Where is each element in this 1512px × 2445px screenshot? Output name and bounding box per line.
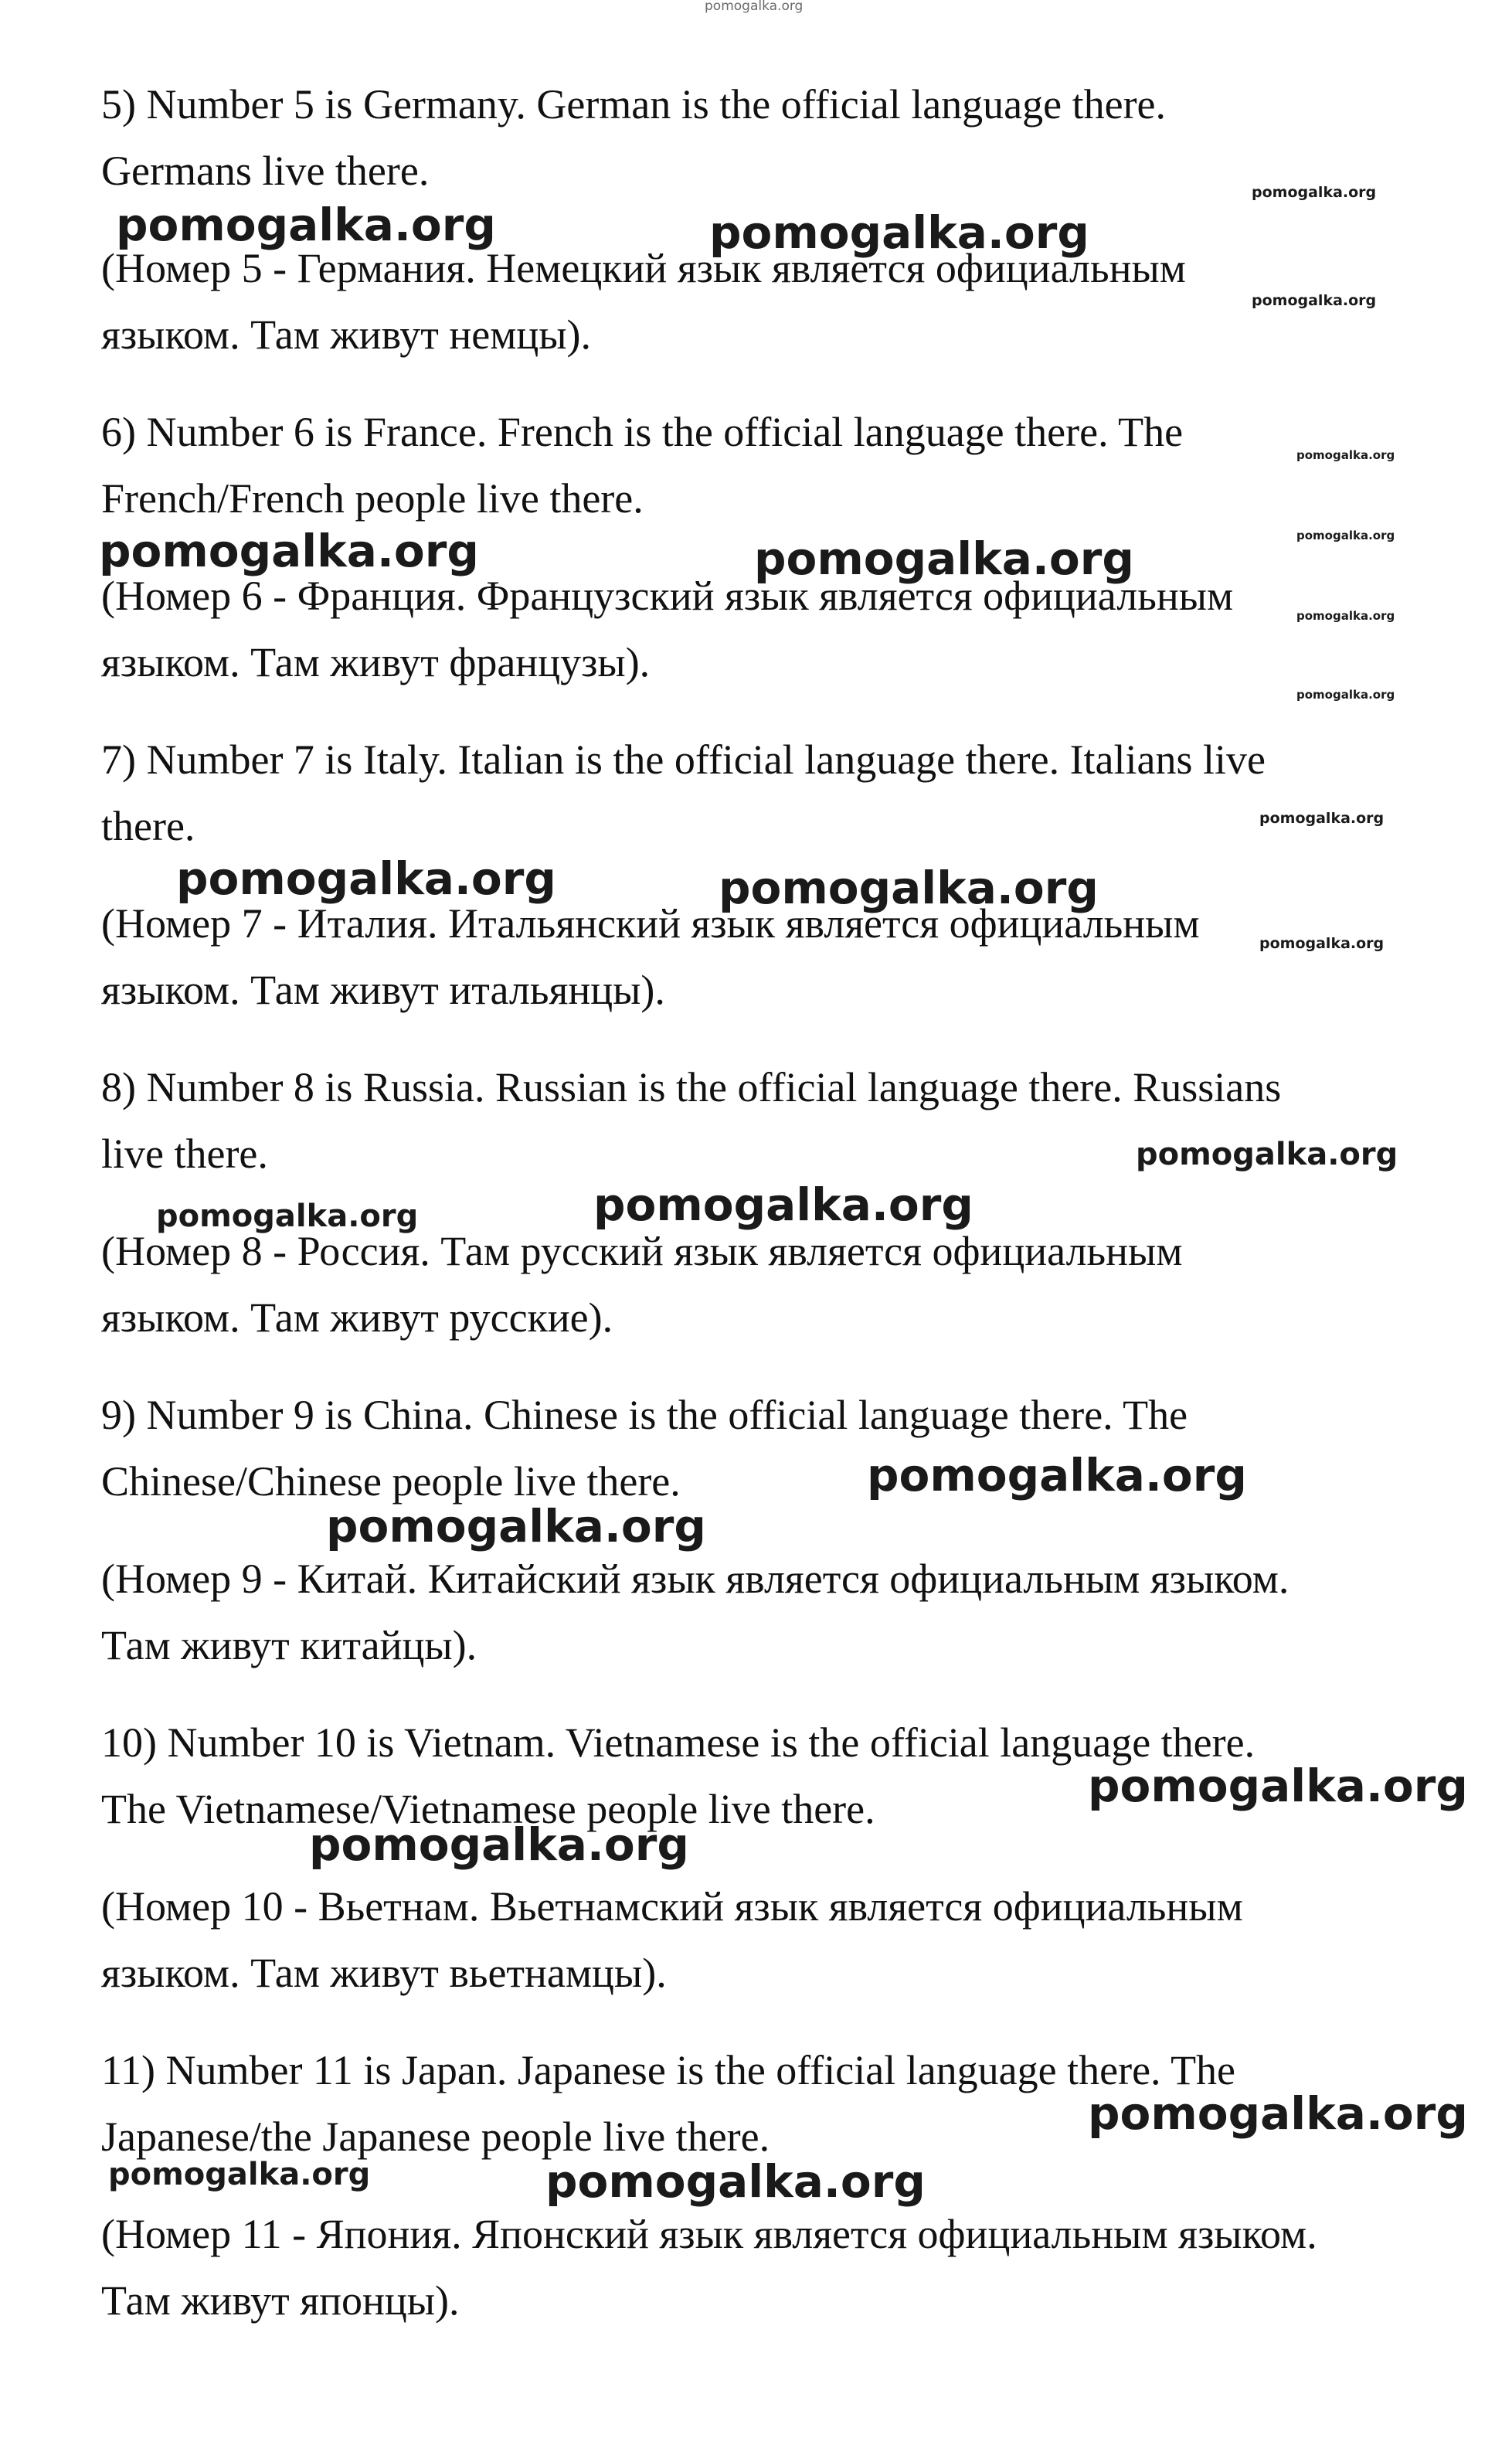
item-7-en-line-1: 7) Number 7 is Italy. Italian is the official language there. Italians live — [101, 736, 1266, 783]
watermark: pomogalka.org — [156, 1199, 419, 1234]
item-7-en-line-2: there. — [101, 803, 195, 849]
item-5-ru-line-1: (Номер 5 - Германия. Немецкий язык является официальным — [101, 245, 1186, 291]
watermark: pomogalka.org — [176, 852, 556, 905]
item-9-en-line-1: 9) Number 9 is China. Chinese is the official language there. The — [101, 1392, 1188, 1438]
watermark: pomogalka.org — [754, 532, 1134, 585]
item-8-en-line-1: 8) Number 8 is Russia. Russian is the official language there. Russians — [101, 1064, 1282, 1110]
item-11-ru-line-1: (Номер 11 - Япония. Японский язык является официальным языком. — [101, 2211, 1317, 2257]
header-watermark: pomogalka.org — [705, 0, 804, 14]
watermark: pomogalka.org — [1088, 1760, 1468, 1812]
watermark: pomogalka.org — [99, 525, 479, 577]
watermark: pomogalka.org — [545, 2155, 926, 2208]
item-10-ru-line-2: языком. Там живут вьетнамцы). — [101, 1950, 667, 1996]
watermark: pomogalka.org — [1296, 688, 1395, 702]
item-10 — [101, 1709, 1430, 2006]
watermark: pomogalka.org — [709, 206, 1089, 259]
item-6-ru-line-1: (Номер 6 - Франция. Французский язык является официальным — [101, 573, 1234, 619]
watermark: pomogalka.org — [1252, 184, 1377, 201]
item-5-en-line-1: 5) Number 5 is Germany. German is the official language there. — [101, 81, 1167, 128]
watermark: pomogalka.org — [108, 2157, 371, 2192]
item-9 — [101, 1382, 1430, 1678]
item-6-ru-line-2: языком. Там живут французы). — [101, 639, 651, 685]
watermark: pomogalka.org — [1252, 292, 1377, 309]
item-8-ru-line-2: языком. Там живут русские). — [101, 1294, 613, 1341]
item-10-en-line-1: 10) Number 10 is Vietnam. Vietnamese is the official language there. — [101, 1719, 1255, 1766]
item-9-ru-line-2: Там живут китайцы). — [101, 1622, 477, 1668]
item-6-en-line-2: French/French people live there. — [101, 475, 644, 522]
watermark: pomogalka.org — [593, 1178, 973, 1231]
item-11-en-line-2: Japanese/the Japanese people live there. — [101, 2113, 770, 2160]
item-9-en-line-2: Chinese/Chinese people live there. — [101, 1458, 681, 1505]
watermark: pomogalka.org — [1259, 810, 1385, 827]
watermark: pomogalka.org — [719, 862, 1099, 914]
watermark: pomogalka.org — [326, 1500, 706, 1552]
watermark: pomogalka.org — [1296, 529, 1395, 542]
item-5-ru-line-2: языком. Там живут немцы). — [101, 311, 592, 358]
watermark: pomogalka.org — [867, 1449, 1247, 1501]
item-10-ru-line-1: (Номер 10 - Вьетнам. Вьетнамский язык является официальным — [101, 1883, 1243, 1930]
item-6-en-line-1: 6) Number 6 is France. French is the official language there. The — [101, 409, 1184, 455]
item-7-ru-line-1: (Номер 7 - Италия. Итальянский язык является официальным — [101, 900, 1200, 947]
item-8-en-line-2: live there. — [101, 1131, 268, 1177]
watermark: pomogalka.org — [1296, 609, 1395, 623]
watermark: pomogalka.org — [1259, 935, 1385, 952]
item-9-ru-line-1: (Номер 9 - Китай. Китайский язык является официальным языком. — [101, 1556, 1289, 1602]
watermark: pomogalka.org — [1136, 1137, 1398, 1172]
watermark: pomogalka.org — [1088, 2087, 1468, 2140]
watermark: pomogalka.org — [309, 1818, 689, 1871]
item-11-en-line-1: 11) Number 11 is Japan. Japanese is the official language there. The — [101, 2047, 1236, 2093]
item-7-ru-line-2: языком. Там живут итальянцы). — [101, 967, 665, 1013]
watermark: pomogalka.org — [116, 199, 496, 251]
watermark: pomogalka.org — [1296, 448, 1395, 462]
item-11-ru-line-2: Там живут японцы). — [101, 2277, 460, 2324]
item-10-en-line-2: The Vietnamese/Vietnamese people live there. — [101, 1786, 875, 1832]
item-8-ru-line-1: (Номер 8 - Россия. Там русский язык является официальным — [101, 1228, 1183, 1274]
item-5-en-line-2: Germans live there. — [101, 148, 430, 194]
